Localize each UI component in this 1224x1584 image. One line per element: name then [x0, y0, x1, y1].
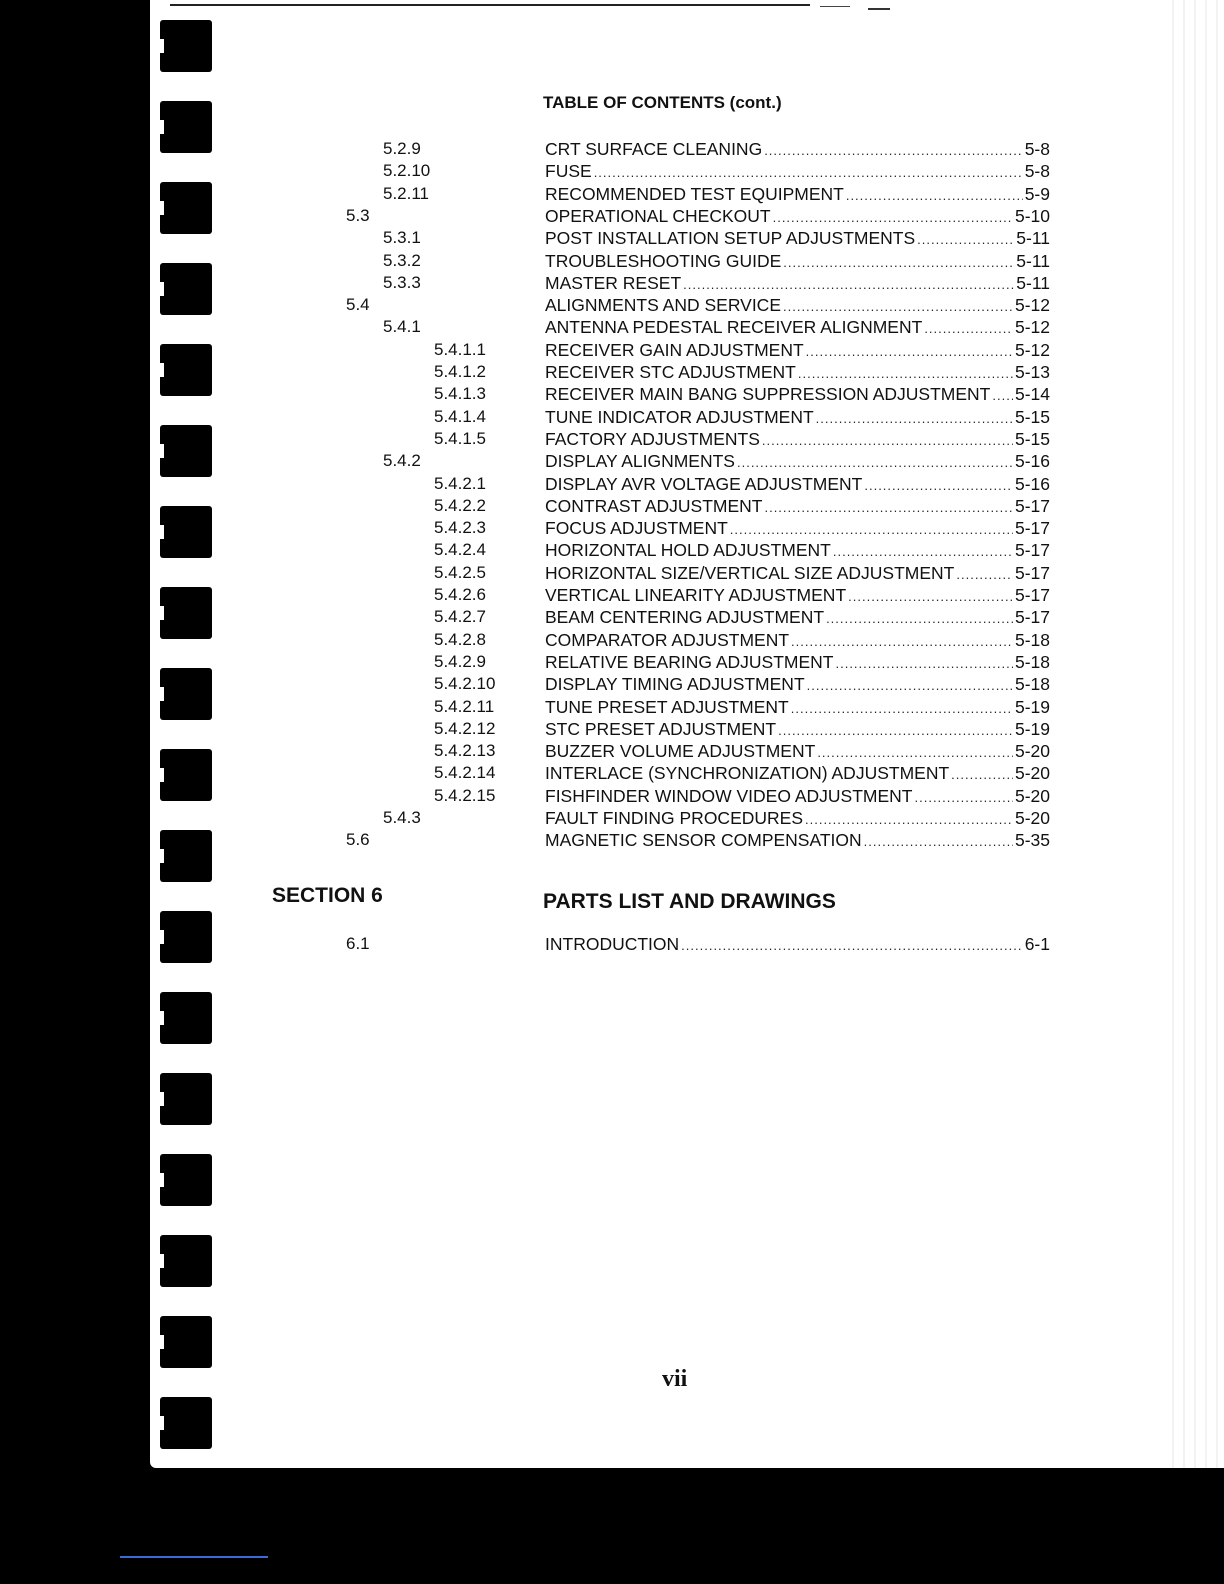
toc-entry[interactable] [545, 630, 1050, 651]
binding-ring [160, 1073, 212, 1125]
toc-entry-number: 5.4.2.14 [434, 763, 496, 783]
dot-leader [737, 455, 1013, 470]
dot-leader [791, 701, 1013, 716]
toc-entry[interactable] [545, 407, 1050, 428]
toc-entry-title: TROUBLESHOOTING GUIDE [545, 250, 782, 271]
section-label: SECTION 6 [272, 884, 383, 907]
binding-ring [160, 425, 212, 477]
dot-leader [730, 522, 1013, 537]
toc-entry-number: 5.4.1 [383, 317, 421, 337]
toc-entry-page: 5-12 [1014, 339, 1050, 360]
dot-leader [791, 634, 1013, 649]
toc-entry-number: 5.4.1.3 [434, 384, 486, 404]
dot-leader [773, 210, 1013, 225]
toc-entry[interactable] [545, 228, 1050, 249]
toc-entry-page: 5-19 [1014, 696, 1050, 717]
dot-leader [915, 790, 1013, 805]
toc-entry-page: 5-20 [1014, 808, 1050, 828]
binding-ring [160, 1397, 212, 1449]
toc-entry-title: TUNE INDICATOR ADJUSTMENT [545, 406, 814, 427]
toc-entry-title: RECEIVER MAIN BANG SUPPRESSION ADJUSTMENT [545, 384, 991, 405]
toc-entry-page: 5-16 [1014, 473, 1050, 494]
toc-entry-title: CRT SURFACE CLEANING [545, 139, 763, 159]
dot-leader [762, 433, 1013, 448]
toc-entry-number: 5.4.2.6 [434, 585, 486, 604]
toc-entry-number: 5.4.2.11 [434, 696, 495, 716]
toc-entry-title: DISPLAY ALIGNMENTS [545, 451, 735, 472]
binding-ring [160, 1154, 212, 1206]
toc-entry-number: 5.2.11 [383, 183, 430, 203]
toc-entry-number: 5.4.1.4 [434, 406, 486, 426]
toc-entry-page: 6-1 [1024, 934, 1050, 954]
binding-ring [160, 992, 212, 1044]
dot-leader [835, 656, 1012, 671]
toc-entry-number: 5.4.1.2 [434, 362, 486, 381]
toc-entry[interactable] [545, 429, 1050, 450]
top-edge-rule [170, 4, 810, 6]
toc-entry-title: COMPARATOR ADJUSTMENT [545, 629, 790, 650]
toc-entry[interactable] [545, 830, 1050, 851]
toc-entry-number: 5.4.1.1 [434, 339, 486, 359]
toc-entry-number: 5.4.2.13 [434, 741, 496, 761]
toc-entry-page: 5-8 [1024, 161, 1050, 182]
binding-ring [160, 263, 212, 315]
toc-entry-title: BUZZER VOLUME ADJUSTMENT [545, 741, 816, 762]
dot-leader [764, 500, 1013, 515]
dot-leader [783, 255, 1014, 270]
toc-entry-page: 5-12 [1014, 317, 1050, 338]
toc-entry-title: RECEIVER STC ADJUSTMENT [545, 362, 796, 382]
toc-entry-title: OPERATIONAL CHECKOUT [545, 205, 771, 226]
toc-entry-title: INTERLACE (SYNCHRONIZATION) ADJUSTMENT [545, 763, 950, 784]
toc-entry[interactable] [545, 362, 1050, 383]
dot-leader [826, 611, 1013, 626]
toc-entry-page: 5-20 [1014, 785, 1050, 806]
toc-entry[interactable] [545, 451, 1050, 472]
toc-entry-title: BEAM CENTERING ADJUSTMENT [545, 607, 825, 628]
toc-entry[interactable] [545, 206, 1050, 227]
toc-entry[interactable] [545, 184, 1050, 205]
toc-entry-title: HORIZONTAL SIZE/VERTICAL SIZE ADJUSTMENT [545, 562, 955, 583]
toc-entry-page: 5-20 [1014, 763, 1050, 784]
toc-entry[interactable] [545, 674, 1050, 695]
toc-entry-page: 5-11 [1016, 250, 1050, 271]
toc-entry[interactable] [545, 585, 1050, 606]
toc-entry-page: 5-14 [1014, 384, 1050, 405]
top-edge-mark [868, 8, 890, 10]
dot-leader [806, 344, 1013, 359]
dot-leader [848, 589, 1013, 604]
toc-entry-title: MASTER RESET [545, 272, 682, 293]
binding-ring [160, 101, 212, 153]
toc-entry-page: 5-17 [1014, 585, 1050, 605]
dot-leader [681, 938, 1023, 953]
toc-entry[interactable] [545, 317, 1050, 338]
page-number: vii [662, 1366, 688, 1392]
toc-entry-number: 5.3.3 [383, 272, 421, 292]
toc-entry[interactable] [545, 161, 1050, 182]
dot-leader [764, 143, 1023, 158]
dot-leader [816, 411, 1013, 426]
toc-entry[interactable] [545, 934, 1050, 955]
dot-leader [805, 812, 1013, 827]
toc-entry-number: 5.4.2.9 [434, 651, 486, 671]
toc-entry-title: ANTENNA PEDESTAL RECEIVER ALIGNMENT [545, 317, 923, 338]
toc-entry-number: 6.1 [346, 934, 370, 953]
binding-ring [160, 911, 212, 963]
toc-entry[interactable] [545, 741, 1050, 762]
toc-entry-number: 5.4.2.1 [434, 473, 486, 493]
toc-entry[interactable] [545, 697, 1050, 718]
dot-leader [807, 678, 1013, 693]
toc-entry-number: 5.4.3 [383, 808, 421, 827]
binding-ring [160, 668, 212, 720]
dot-leader [951, 767, 1013, 782]
toc-entry-title: STC PRESET ADJUSTMENT [545, 718, 777, 739]
toc-entry[interactable] [545, 563, 1050, 584]
top-edge-mark [820, 6, 850, 7]
toc-entry-number: 5.3.1 [383, 228, 421, 248]
toc-entry-page: 5-17 [1014, 495, 1050, 516]
toc-entry-page: 5-8 [1024, 139, 1050, 159]
toc-entry-page: 5-17 [1014, 607, 1050, 628]
toc-entry-page: 5-18 [1014, 674, 1050, 695]
spiral-binding [0, 0, 215, 1470]
toc-entry-page: 5-16 [1014, 451, 1050, 472]
dot-leader [817, 745, 1013, 760]
toc-entry-page: 5-15 [1014, 406, 1050, 427]
dot-leader [992, 388, 1013, 403]
toc-entry-page: 5-17 [1014, 518, 1050, 539]
toc-entry-page: 5-19 [1014, 718, 1050, 739]
toc-entry-number: 5.4.2.10 [434, 674, 496, 694]
toc-entry-number: 5.3 [346, 205, 370, 225]
toc-title: TABLE OF CONTENTS (cont.) [543, 93, 782, 112]
toc-entry-title: FISHFINDER WINDOW VIDEO ADJUSTMENT [545, 785, 913, 806]
binding-ring [160, 506, 212, 558]
toc-entry[interactable] [545, 808, 1050, 829]
toc-entry-title: CONTRAST ADJUSTMENT [545, 495, 763, 516]
toc-entry-title: DISPLAY TIMING ADJUSTMENT [545, 674, 805, 695]
binding-ring [160, 749, 212, 801]
toc-entry-number: 5.4 [346, 295, 370, 315]
toc-entry-title: FOCUS ADJUSTMENT [545, 518, 728, 539]
toc-entry-title: FAULT FINDING PROCEDURES [545, 808, 803, 828]
toc-entry[interactable] [545, 496, 1050, 517]
toc-entry-number: 5.4.2.5 [434, 562, 486, 582]
binding-ring [160, 20, 212, 72]
toc-entry-page: 5-18 [1014, 651, 1050, 672]
dot-leader [778, 723, 1013, 738]
bottom-edge-mark [120, 1556, 268, 1558]
toc-entry-page: 5-18 [1014, 629, 1050, 650]
binding-ring [160, 344, 212, 396]
toc-entry-number: 5.2.10 [383, 161, 431, 181]
toc-entry-number: 5.4.1.5 [434, 428, 486, 448]
page-edge-stack [1168, 0, 1224, 1468]
toc-entry[interactable] [545, 607, 1050, 628]
toc-entry-number: 5.4.2.12 [434, 718, 496, 738]
binding-ring [160, 1235, 212, 1287]
toc-entry-title: RECEIVER GAIN ADJUSTMENT [545, 339, 804, 360]
toc-entry-number: 5.6 [346, 830, 370, 850]
dot-leader [864, 834, 1013, 849]
toc-entry-title: RELATIVE BEARING ADJUSTMENT [545, 651, 834, 672]
dot-leader [594, 165, 1023, 180]
toc-entry-number: 5.4.2.15 [434, 785, 496, 805]
dot-leader [864, 478, 1013, 493]
binding-ring [160, 1316, 212, 1368]
toc-entry-number: 5.4.2.2 [434, 495, 486, 515]
toc-entry-number: 5.3.2 [383, 250, 421, 270]
toc-entry[interactable] [545, 295, 1050, 316]
toc-entry-number: 5.2.9 [383, 139, 421, 158]
dot-leader [956, 567, 1013, 582]
binding-ring [160, 587, 212, 639]
toc-entry[interactable] [545, 652, 1050, 673]
toc-entry-title: DISPLAY AVR VOLTAGE ADJUSTMENT [545, 473, 863, 494]
toc-entry-page: 5-9 [1024, 183, 1050, 204]
toc-entry-title: FUSE [545, 161, 592, 182]
section-heading: PARTS LIST AND DRAWINGS [543, 890, 836, 913]
toc-entry-number: 5.4.2 [383, 451, 421, 471]
toc-entry-title: FACTORY ADJUSTMENTS [545, 428, 760, 449]
toc-entry-title: INTRODUCTION [545, 934, 680, 954]
toc-entry-page: 5-13 [1014, 362, 1050, 382]
toc-entry[interactable] [545, 786, 1050, 807]
dot-leader [846, 188, 1023, 203]
toc-entry-page: 5-15 [1014, 428, 1050, 449]
toc-entry[interactable] [545, 474, 1050, 495]
toc-entry[interactable] [545, 719, 1050, 740]
toc-entry-page: 5-11 [1016, 228, 1050, 249]
dot-leader [924, 321, 1013, 336]
binding-ring [160, 830, 212, 882]
toc-entry-title: VERTICAL LINEARITY ADJUSTMENT [545, 585, 847, 605]
toc-entry[interactable] [545, 763, 1050, 784]
toc-entry-number: 5.4.2.3 [434, 518, 486, 538]
dot-leader [798, 366, 1013, 381]
dot-leader [683, 277, 1014, 292]
toc-entry-title: TUNE PRESET ADJUSTMENT [545, 696, 789, 717]
toc-entry-page: 5-12 [1014, 295, 1050, 316]
toc-entry-title: POST INSTALLATION SETUP ADJUSTMENTS [545, 228, 916, 249]
toc-entry-number: 5.4.2.4 [434, 540, 486, 560]
toc-entry[interactable] [545, 518, 1050, 539]
toc-entry-title: ALIGNMENTS AND SERVICE [545, 295, 781, 316]
toc-entry[interactable] [545, 139, 1050, 160]
dot-leader [783, 299, 1013, 314]
binding-ring [160, 182, 212, 234]
toc-entry-page: 5-11 [1016, 272, 1050, 293]
dot-leader [833, 544, 1013, 559]
toc-entry[interactable] [545, 273, 1050, 294]
toc-entry-title: RECOMMENDED TEST EQUIPMENT [545, 183, 844, 204]
toc-entry-number: 5.4.2.7 [434, 607, 486, 627]
toc-entry-page: 5-35 [1014, 830, 1050, 851]
toc-entry-page: 5-17 [1014, 562, 1050, 583]
toc-entry-page: 5-17 [1014, 540, 1050, 561]
toc-entry-title: HORIZONTAL HOLD ADJUSTMENT [545, 540, 831, 561]
toc-entry-number: 5.4.2.8 [434, 629, 486, 649]
toc-entry[interactable] [545, 540, 1050, 561]
toc-entry-page: 5-10 [1014, 205, 1050, 226]
toc-entry[interactable] [545, 251, 1050, 272]
toc-entry[interactable] [545, 384, 1050, 405]
toc-entry-title: MAGNETIC SENSOR COMPENSATION [545, 830, 862, 851]
toc-entry-page: 5-20 [1014, 741, 1050, 762]
toc-entry[interactable] [545, 340, 1050, 361]
dot-leader [917, 232, 1014, 247]
